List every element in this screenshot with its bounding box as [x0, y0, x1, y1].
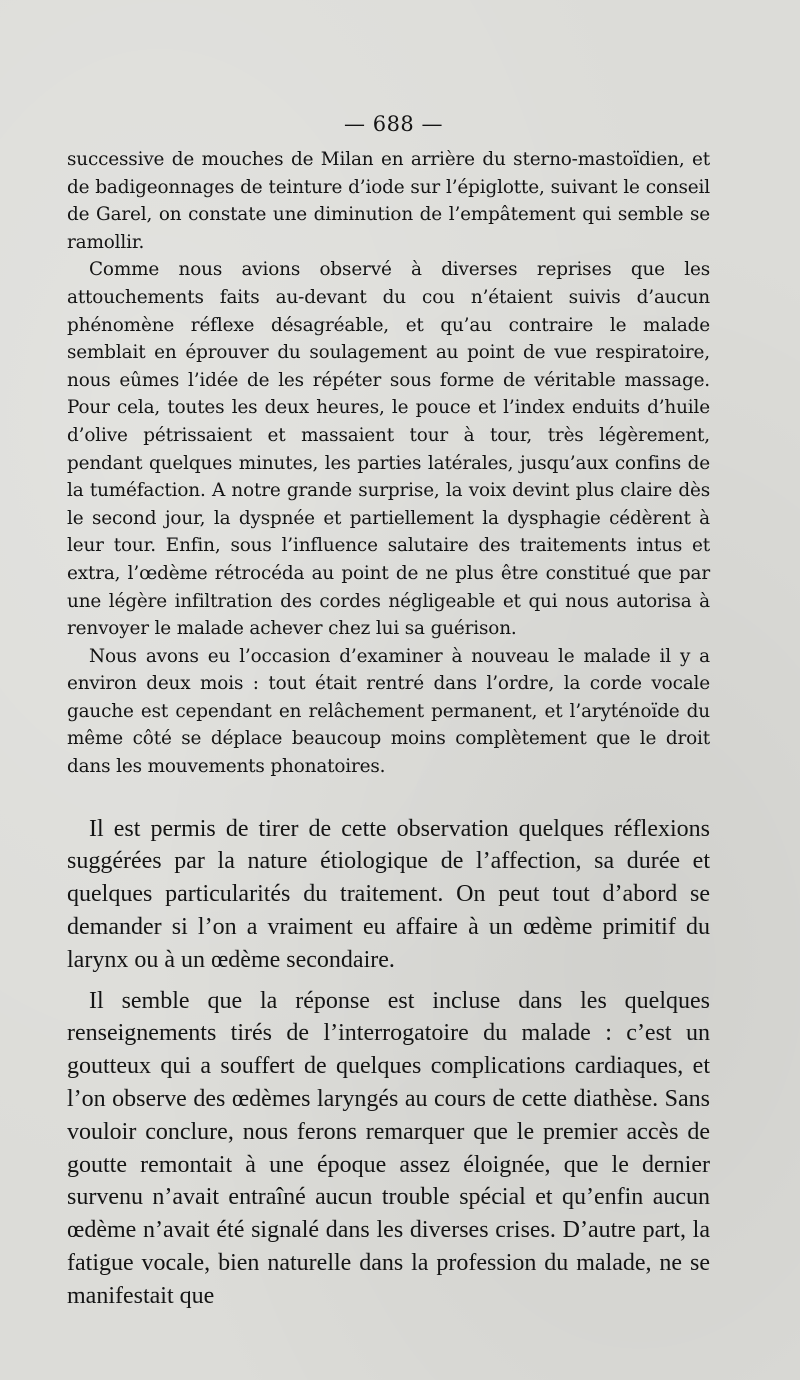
observation-text: [67, 146, 710, 781]
page-number: — 688 —: [344, 112, 443, 136]
paragraph: Nous avons eu l’occasion d’examiner à nouveau le malade il y a environ deux mois : tout était rentré dans l’ordre, la corde vocale gauche est cependant en relâchement permanent, et l’aryténoïde du même côté se déplace beaucoup moins complètement que le droit dans les mouvements phonatoires.: [67, 645, 710, 778]
paragraph: successive de mouches de Milan en arrière du sterno-mastoïdien, et de badigeonnages de teinture d’iode sur l’épiglotte, suivant le conseil de Garel, on constate une diminution de l’empâtement qui semble se ramollir.: [67, 149, 710, 253]
paragraph: Il semble que la réponse est incluse dans les quelques renseignements tirés de l’interrogatoire du malade : c’est un goutteux qui a souffert de quelques complications cardiaques, et l’on observe des œdèmes laryngés au cours de cette diathèse. Sans vouloir conclure, nous ferons remarquer que le premier accès de goutte remontait à une époque assez éloignée, que le dernier survenu n’avait entraîné aucun trouble spécial et qu’enfin aucun œdème n’avait été signalé dans les diverses crises. D’autre part, la fatigue vocale, bien naturelle dans la profession du malade, ne se manifestait que: [67, 987, 710, 1309]
document-page: [67, 112, 710, 1362]
paragraph: Comme nous avions observé à diverses reprises que les attouchements faits au-devant du cou n’étaient suivis d’aucun phénomène réflexe désagréable, et qu’au contraire le malade semblait en éprouver du soulagement au point de vue respiratoire, nous eûmes l’idée de les répéter sous forme de véritable massage. Pour cela, toutes les deux heures, le pouce et l’index enduits d’huile d’olive pétrissaient et massaient tour à tour, très légèrement, pendant quelques minutes, les parties latérales, jusqu’aux confins de la tuméfaction. A notre grande surprise, la voix devint plus claire dès le second jour, la dyspnée et partiellement la dysphagie cédèrent à leur tour. Enfin, sous l’influence salutaire des traitements intus et extra, l’œdème rétrocéda au point de ne plus être constitué que par une légère infiltration des cordes négligeable et qui nous autorisa à renvoyer le malade achever chez lui sa guérison.: [67, 259, 710, 640]
paragraph: Il est permis de tirer de cette observation quelques réflexions suggérées par la nature étiologique de l’affection, sa durée et quelques particularités du traitement. On peut tout d’abord se demander si l’on a vraiment eu affaire à un œdème primitif du larynx ou à un œdème secondaire.: [67, 815, 710, 973]
discussion-text: [67, 813, 710, 1313]
